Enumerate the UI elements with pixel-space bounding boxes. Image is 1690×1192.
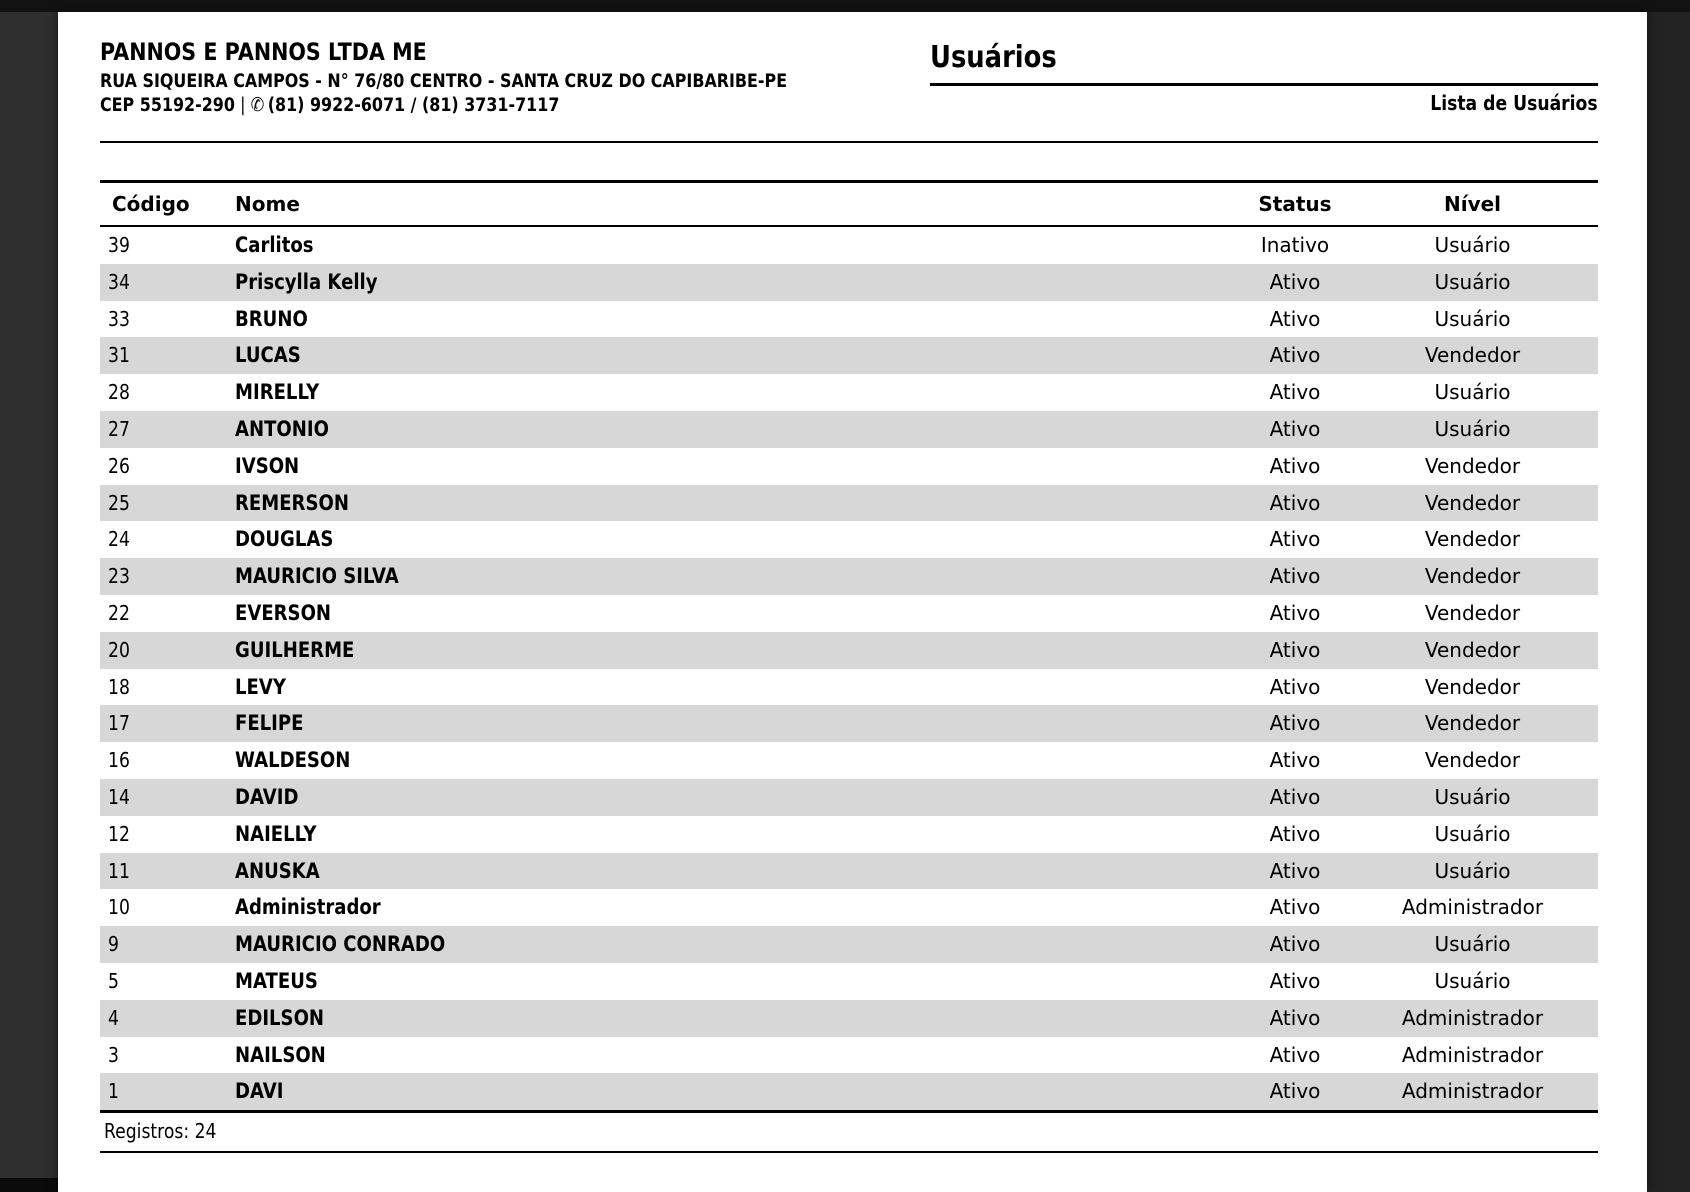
cell-nome-text: DAVI bbox=[235, 1079, 284, 1104]
table-row bbox=[100, 595, 1598, 632]
cell-nivel bbox=[1345, 521, 1600, 558]
cell-codigo bbox=[108, 1000, 121, 1037]
cell-codigo-text: 28 bbox=[108, 380, 130, 405]
cell-nome bbox=[235, 1037, 341, 1074]
cell-status-text: Ativo bbox=[1269, 1079, 1321, 1104]
cell-nome bbox=[235, 963, 331, 1000]
cell-codigo-text: 26 bbox=[108, 453, 130, 478]
table-row bbox=[100, 1037, 1598, 1074]
cell-nivel bbox=[1345, 264, 1600, 301]
cell-nome bbox=[235, 374, 333, 411]
cell-codigo-text: 11 bbox=[108, 858, 130, 883]
table-row bbox=[100, 374, 1598, 411]
cell-codigo bbox=[108, 521, 133, 558]
cell-codigo-text: 34 bbox=[108, 269, 130, 294]
cell-codigo bbox=[108, 889, 133, 926]
cell-codigo bbox=[108, 1037, 121, 1074]
cell-nivel-text: Vendedor bbox=[1424, 748, 1521, 773]
cell-codigo bbox=[108, 669, 133, 706]
cell-nome-text: NAILSON bbox=[235, 1042, 326, 1067]
cell-nome bbox=[235, 301, 320, 338]
cell-nivel bbox=[1345, 448, 1600, 485]
cell-nivel bbox=[1345, 779, 1600, 816]
company-header bbox=[100, 36, 899, 117]
cell-nivel-text: Vendedor bbox=[1424, 674, 1521, 699]
cell-nome bbox=[235, 448, 310, 485]
cell-nome-text: ANTONIO bbox=[235, 416, 329, 441]
cell-codigo bbox=[108, 337, 133, 374]
window-bottom-left-edge bbox=[0, 1178, 58, 1192]
viewer-right-margin bbox=[1647, 12, 1690, 1192]
cell-codigo bbox=[108, 485, 133, 522]
record-count bbox=[100, 1113, 1598, 1153]
cell-codigo bbox=[108, 705, 133, 742]
cell-codigo-text: 27 bbox=[108, 416, 130, 441]
cell-status-text: Inativo bbox=[1260, 233, 1330, 257]
cell-codigo bbox=[108, 595, 133, 632]
table-header-row bbox=[100, 180, 1598, 227]
header-divider-rule bbox=[100, 141, 1598, 143]
table-row bbox=[100, 963, 1598, 1000]
table-row bbox=[100, 448, 1598, 485]
cell-nivel-text: Vendedor bbox=[1424, 600, 1521, 625]
cell-nivel-text: Administrador bbox=[1401, 1079, 1544, 1104]
cell-nome bbox=[235, 558, 425, 595]
cell-nome-text: FELIPE bbox=[235, 711, 304, 736]
cell-nome-text: MIRELLY bbox=[235, 380, 320, 405]
table-row bbox=[100, 853, 1598, 890]
cell-codigo-text: 39 bbox=[108, 233, 130, 257]
cell-nivel bbox=[1345, 227, 1600, 264]
cell-nome-text: BRUNO bbox=[235, 306, 308, 331]
cell-nome bbox=[235, 521, 349, 558]
cell-nivel-text: Usuário bbox=[1434, 269, 1511, 294]
cell-codigo-text: 14 bbox=[108, 784, 130, 809]
cell-codigo-text: 10 bbox=[108, 895, 130, 920]
cell-codigo bbox=[108, 411, 133, 448]
cell-nome bbox=[235, 669, 294, 706]
table-body bbox=[100, 227, 1598, 1110]
cell-nivel bbox=[1345, 926, 1600, 963]
column-header-nome: Nome bbox=[235, 192, 300, 216]
cell-nivel bbox=[1345, 411, 1600, 448]
cell-status-text: Ativo bbox=[1269, 600, 1321, 625]
cell-status-text: Ativo bbox=[1269, 895, 1321, 920]
cell-codigo bbox=[108, 558, 133, 595]
table-row bbox=[100, 742, 1598, 779]
cell-nome bbox=[235, 632, 374, 669]
cell-nivel-text: Vendedor bbox=[1424, 564, 1521, 589]
cell-codigo-text: 9 bbox=[108, 932, 119, 957]
table-row bbox=[100, 411, 1598, 448]
cell-status-text: Ativo bbox=[1269, 637, 1321, 662]
cell-codigo-text: 12 bbox=[108, 821, 130, 846]
cell-codigo bbox=[108, 963, 121, 1000]
cell-nome bbox=[235, 411, 344, 448]
cell-status-text: Ativo bbox=[1269, 748, 1321, 773]
table-row bbox=[100, 485, 1598, 522]
cell-nivel bbox=[1345, 301, 1600, 338]
cell-status-text: Ativo bbox=[1269, 968, 1321, 993]
report-subtitle-text: Lista de Usuários bbox=[1430, 91, 1598, 115]
cell-status-text: Ativo bbox=[1269, 306, 1321, 331]
company-phones: (81) 9922-6071 / (81) 3731-7117 bbox=[267, 95, 560, 116]
report-title-block bbox=[930, 40, 1598, 115]
report-page bbox=[58, 12, 1647, 1192]
cell-nivel-text: Usuário bbox=[1434, 416, 1511, 441]
cell-nivel-text: Usuário bbox=[1434, 968, 1511, 993]
table-row bbox=[100, 264, 1598, 301]
cell-status-text: Ativo bbox=[1269, 858, 1321, 883]
cell-nivel-text: Usuário bbox=[1434, 233, 1511, 257]
cell-nivel bbox=[1345, 337, 1600, 374]
cell-nivel bbox=[1345, 1037, 1600, 1074]
cell-nome-text: WALDESON bbox=[235, 748, 351, 773]
table-row bbox=[100, 779, 1598, 816]
cell-codigo-text: 1 bbox=[108, 1079, 119, 1104]
cell-codigo-text: 16 bbox=[108, 748, 130, 773]
table-row bbox=[100, 337, 1598, 374]
cell-nivel-text: Vendedor bbox=[1424, 711, 1521, 736]
cell-status-text: Ativo bbox=[1269, 1005, 1321, 1030]
cell-codigo-text: 31 bbox=[108, 343, 130, 368]
column-header-codigo: Código bbox=[112, 192, 190, 216]
table-row bbox=[100, 301, 1598, 338]
cell-status-text: Ativo bbox=[1269, 380, 1321, 405]
cell-nivel bbox=[1345, 1000, 1600, 1037]
cell-status-text: Ativo bbox=[1269, 343, 1321, 368]
company-cep: CEP 55192-290 bbox=[100, 95, 235, 116]
cell-nome bbox=[235, 926, 479, 963]
cell-nome bbox=[235, 889, 404, 926]
cell-status-text: Ativo bbox=[1269, 784, 1321, 809]
cell-nivel bbox=[1345, 889, 1600, 926]
cell-nome-text: EDILSON bbox=[235, 1005, 325, 1030]
cell-status-text: Ativo bbox=[1269, 269, 1321, 294]
cell-status-text: Ativo bbox=[1269, 932, 1321, 957]
cell-nivel bbox=[1345, 963, 1600, 1000]
cell-codigo bbox=[108, 1073, 121, 1110]
cell-codigo bbox=[108, 374, 133, 411]
cell-codigo-text: 18 bbox=[108, 674, 130, 699]
cell-nivel-text: Administrador bbox=[1401, 1042, 1544, 1067]
table-row bbox=[100, 632, 1598, 669]
cell-nome-text: MAURICIO CONRADO bbox=[235, 932, 446, 957]
report-title bbox=[930, 40, 1598, 86]
table-row bbox=[100, 1000, 1598, 1037]
cell-nivel-text: Administrador bbox=[1401, 1005, 1544, 1030]
cell-nome bbox=[235, 742, 369, 779]
record-count-text: Registros: 24 bbox=[104, 1119, 217, 1144]
report-subtitle bbox=[930, 91, 1598, 115]
company-name bbox=[100, 36, 899, 68]
company-contact-text bbox=[100, 94, 559, 117]
cell-nivel-text: Vendedor bbox=[1424, 343, 1521, 368]
cell-nome-text: Carlitos bbox=[235, 233, 314, 257]
cell-nivel-text: Usuário bbox=[1434, 784, 1511, 809]
cell-nivel-text: Usuário bbox=[1434, 932, 1511, 957]
cell-nome-text: IVSON bbox=[235, 453, 300, 478]
separator-pipe: | bbox=[240, 95, 246, 116]
cell-status-text: Ativo bbox=[1269, 527, 1321, 552]
cell-codigo bbox=[108, 227, 133, 264]
table-row bbox=[100, 816, 1598, 853]
cell-nivel bbox=[1345, 742, 1600, 779]
column-header-status: Status bbox=[1258, 192, 1332, 216]
cell-nome bbox=[235, 1000, 339, 1037]
cell-nivel-text: Usuário bbox=[1434, 306, 1511, 331]
cell-nome bbox=[235, 853, 334, 890]
cell-codigo-text: 17 bbox=[108, 711, 130, 736]
cell-codigo bbox=[108, 632, 133, 669]
cell-codigo bbox=[108, 816, 133, 853]
cell-codigo-text: 3 bbox=[108, 1042, 119, 1067]
cell-nome-text: MAURICIO SILVA bbox=[235, 564, 399, 589]
cell-nivel bbox=[1345, 705, 1600, 742]
cell-nome-text: REMERSON bbox=[235, 490, 349, 515]
users-table bbox=[100, 180, 1598, 1153]
cell-nivel bbox=[1345, 853, 1600, 890]
table-row bbox=[100, 227, 1598, 264]
cell-nivel bbox=[1345, 374, 1600, 411]
cell-status-text: Ativo bbox=[1269, 490, 1321, 515]
cell-status-text: Ativo bbox=[1269, 416, 1321, 441]
cell-nome-text: GUILHERME bbox=[235, 637, 355, 662]
cell-codigo bbox=[108, 742, 133, 779]
cell-status-text: Ativo bbox=[1269, 453, 1321, 478]
cell-nivel bbox=[1345, 816, 1600, 853]
cell-status-text: Ativo bbox=[1269, 674, 1321, 699]
cell-nivel bbox=[1345, 669, 1600, 706]
cell-nome-text: Priscylla Kelly bbox=[235, 269, 378, 294]
cell-nome-text: DOUGLAS bbox=[235, 527, 334, 552]
cell-nome-text: ANUSKA bbox=[235, 858, 320, 883]
cell-nome bbox=[235, 227, 326, 264]
company-contact-line bbox=[100, 94, 899, 117]
cell-nome-text: LEVY bbox=[235, 674, 286, 699]
cell-status-text: Ativo bbox=[1269, 564, 1321, 589]
cell-status-text: Ativo bbox=[1269, 821, 1321, 846]
cell-codigo-text: 5 bbox=[108, 968, 119, 993]
cell-status-text: Ativo bbox=[1269, 711, 1321, 736]
cell-nivel-text: Administrador bbox=[1401, 895, 1544, 920]
phone-icon: ✆ bbox=[250, 94, 265, 116]
cell-nome-text: NAIELLY bbox=[235, 821, 317, 846]
cell-codigo bbox=[108, 301, 133, 338]
table-row bbox=[100, 558, 1598, 595]
cell-nivel-text: Vendedor bbox=[1424, 527, 1521, 552]
cell-nome bbox=[235, 485, 367, 522]
cell-nivel bbox=[1345, 595, 1600, 632]
table-row bbox=[100, 889, 1598, 926]
table-row bbox=[100, 705, 1598, 742]
table-row bbox=[100, 926, 1598, 963]
cell-nome bbox=[235, 264, 401, 301]
cell-nome bbox=[235, 705, 315, 742]
table-row bbox=[100, 521, 1598, 558]
cell-nome bbox=[235, 816, 330, 853]
cell-nivel bbox=[1345, 632, 1600, 669]
table-row bbox=[100, 669, 1598, 706]
cell-nivel-text: Vendedor bbox=[1424, 490, 1521, 515]
cell-nome-text: Administrador bbox=[235, 895, 381, 920]
cell-nome-text: MATEUS bbox=[235, 968, 318, 993]
cell-codigo-text: 23 bbox=[108, 564, 130, 589]
cell-codigo bbox=[108, 264, 133, 301]
cell-codigo-text: 4 bbox=[108, 1005, 119, 1030]
cell-nivel bbox=[1345, 485, 1600, 522]
cell-codigo bbox=[108, 779, 133, 816]
cell-nome bbox=[235, 779, 309, 816]
cell-nome bbox=[235, 595, 347, 632]
cell-codigo-text: 25 bbox=[108, 490, 130, 515]
cell-nome-text: DAVID bbox=[235, 784, 299, 809]
cell-nivel-text: Usuário bbox=[1434, 858, 1511, 883]
cell-codigo bbox=[108, 448, 133, 485]
cell-nivel-text: Vendedor bbox=[1424, 453, 1521, 478]
cell-nivel bbox=[1345, 1073, 1600, 1110]
cell-codigo bbox=[108, 926, 121, 963]
cell-nome-text: LUCAS bbox=[235, 343, 301, 368]
cell-nome bbox=[235, 1073, 291, 1110]
cell-nivel bbox=[1345, 558, 1600, 595]
company-address-text: RUA SIQUEIRA CAMPOS - N° 76/80 CENTRO - SANTA CRUZ DO CAPIBARIBE-PE bbox=[100, 71, 788, 92]
company-name-text: PANNOS E PANNOS LTDA ME bbox=[100, 38, 427, 66]
report-title-text: Usuários bbox=[930, 40, 1057, 75]
column-header-nivel: Nível bbox=[1443, 192, 1502, 216]
cell-codigo bbox=[108, 853, 133, 890]
cell-nome-text: EVERSON bbox=[235, 600, 332, 625]
cell-codigo-text: 33 bbox=[108, 306, 130, 331]
cell-codigo-text: 24 bbox=[108, 527, 130, 552]
table-row bbox=[100, 1073, 1598, 1110]
company-address bbox=[100, 70, 899, 93]
cell-nome bbox=[235, 337, 311, 374]
cell-nivel-text: Usuário bbox=[1434, 821, 1511, 846]
cell-codigo-text: 22 bbox=[108, 600, 130, 625]
window-top-edge bbox=[0, 0, 1690, 12]
cell-nivel-text: Vendedor bbox=[1424, 637, 1521, 662]
cell-codigo-text: 20 bbox=[108, 637, 130, 662]
cell-status-text: Ativo bbox=[1269, 1042, 1321, 1067]
cell-nivel-text: Usuário bbox=[1434, 380, 1511, 405]
